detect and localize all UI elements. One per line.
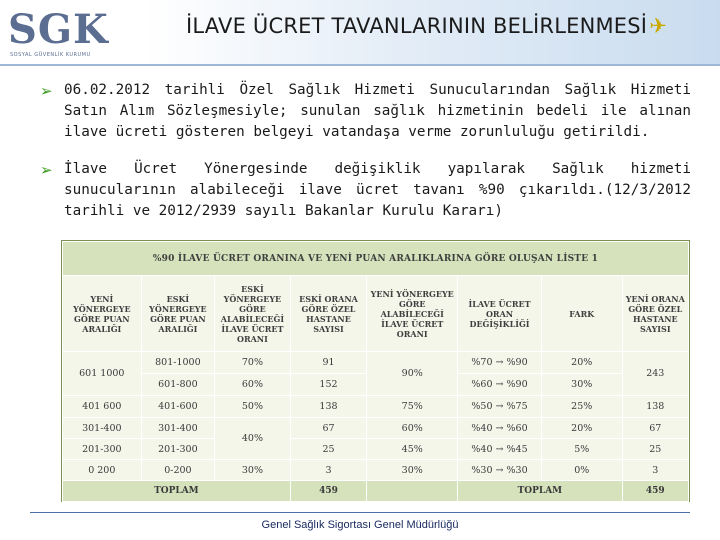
header-bar	[0, 0, 720, 64]
table-cell: 243	[622, 352, 688, 396]
table-cell: 90%	[367, 352, 458, 396]
logo-subtext: SOSYAL GÜVENLİK KURUMU	[10, 52, 91, 58]
table-cell: 138	[622, 396, 688, 418]
table-banner: %90 İLAVE ÜCRET ORANINA VE YENİ PUAN ARALIKLARINA GÖRE OLUŞAN LİSTE 1	[63, 242, 689, 276]
table-cell: 25%	[541, 396, 622, 418]
table-cell: 30%	[367, 460, 458, 481]
total-value: 459	[290, 481, 367, 502]
arrow-bullet-icon: ➢	[40, 82, 53, 100]
table-cell: 301-400	[63, 418, 142, 439]
table-cell: 401-600	[141, 396, 215, 418]
table-cell: %30 → %30	[458, 460, 542, 481]
table-cell: 401 600	[63, 396, 142, 418]
table-cell: %60 → %90	[458, 374, 542, 396]
table-cell: 201-300	[141, 439, 215, 460]
page-title-text: İLAVE ÜCRET TAVANLARININ BELİRLENMESİ	[186, 14, 648, 38]
bullet-text: 06.02.2012 tarihli Özel Sağlık Hizmeti Sunucularından Sağlık Hizmeti Satın Alım Sözleşmesiyle; sunulan sağlık hizmetinin bedeli ile alınan ilave ücreti gösteren belgeyi vatandaşa verme zorunluluğu getirildi.	[64, 82, 691, 140]
column-header: ESKİ YÖNERGEYE GÖRE ALABİLECEĞİ İLAVE ÜCRET ORANI	[215, 276, 291, 352]
header-divider	[0, 64, 720, 66]
table-cell: 30%	[215, 460, 291, 481]
table-cell: 50%	[215, 396, 291, 418]
table-cell: %70 → %90	[458, 352, 542, 374]
sgk-logo	[6, 8, 126, 60]
table-cell: 45%	[367, 439, 458, 460]
bullet-item	[36, 159, 691, 222]
bullet-item	[36, 80, 691, 143]
table-cell: 40%	[215, 418, 291, 460]
total-label: TOPLAM	[63, 481, 291, 502]
table-cell: 0 200	[63, 460, 142, 481]
table-cell: %40 → %45	[458, 439, 542, 460]
table-cell: 75%	[367, 396, 458, 418]
table-cell: 138	[290, 396, 367, 418]
footer-divider	[30, 512, 690, 513]
bullet-list	[36, 80, 691, 238]
column-header: ESKİ ORANA GÖRE ÖZEL HASTANE SAYISI	[290, 276, 367, 352]
table-cell: 25	[290, 439, 367, 460]
table-cell: 25	[622, 439, 688, 460]
column-header: YENİ YÖNERGEYE GÖRE PUAN ARALIĞI	[63, 276, 142, 352]
table-cell: 60%	[215, 374, 291, 396]
table-cell: 201-300	[63, 439, 142, 460]
arrow-bullet-icon: ➢	[40, 161, 53, 179]
table-cell: %50 → %75	[458, 396, 542, 418]
table-cell: 601 1000	[63, 352, 142, 396]
table-cell: 67	[622, 418, 688, 439]
table-row	[63, 418, 689, 439]
table-row	[63, 396, 689, 418]
column-header: ESKİ YÖNERGEYE GÖRE PUAN ARALIĞI	[141, 276, 215, 352]
total-value: 459	[622, 481, 688, 502]
footer-text: Genel Sağlık Sigortası Genel Müdürlüğü	[261, 519, 459, 531]
table-cell: 20%	[541, 352, 622, 374]
table-cell: %40 → %60	[458, 418, 542, 439]
table-cell: 30%	[541, 374, 622, 396]
page-title	[186, 14, 667, 38]
table-row	[63, 439, 689, 460]
table-cell: 301-400	[141, 418, 215, 439]
column-header: YENİ YÖNERGEYE GÖRE ALABİLECEĞİ İLAVE ÜCRET ORANI	[367, 276, 458, 352]
table-cell: 60%	[367, 418, 458, 439]
table-cell: 152	[290, 374, 367, 396]
table-cell: 0-200	[141, 460, 215, 481]
table-cell-empty	[367, 481, 458, 502]
table-cell: 67	[290, 418, 367, 439]
table-row	[63, 460, 689, 481]
column-header: YENİ ORANA GÖRE ÖZEL HASTANE SAYISI	[622, 276, 688, 352]
logo-text: SGK	[8, 6, 109, 53]
bullet-text: İlave Ücret Yönergesinde değişiklik yapılarak Sağlık hizmeti sunucularının alabileceği ilave ücret tavanı %90 çıkarıldı.(12/3/2012 tarihli ve 2012/2939 sayılı Bakanlar Kurulu Kararı)	[64, 161, 691, 219]
table-cell: 601-800	[141, 374, 215, 396]
table-cell: 5%	[541, 439, 622, 460]
column-header: FARK	[541, 276, 622, 352]
total-label: TOPLAM	[458, 481, 622, 502]
column-header: İLAVE ÜCRET ORAN DEĞİŞİKLİĞİ	[458, 276, 542, 352]
table-cell: 801-1000	[141, 352, 215, 374]
fee-table	[61, 240, 690, 502]
table-row	[63, 352, 689, 374]
table-cell: 70%	[215, 352, 291, 374]
table-total-row	[63, 481, 689, 502]
table-cell: 0%	[541, 460, 622, 481]
plane-icon: ✈	[649, 14, 667, 38]
table-cell: 3	[290, 460, 367, 481]
table-cell: 91	[290, 352, 367, 374]
table-cell: 20%	[541, 418, 622, 439]
table-cell: 3	[622, 460, 688, 481]
